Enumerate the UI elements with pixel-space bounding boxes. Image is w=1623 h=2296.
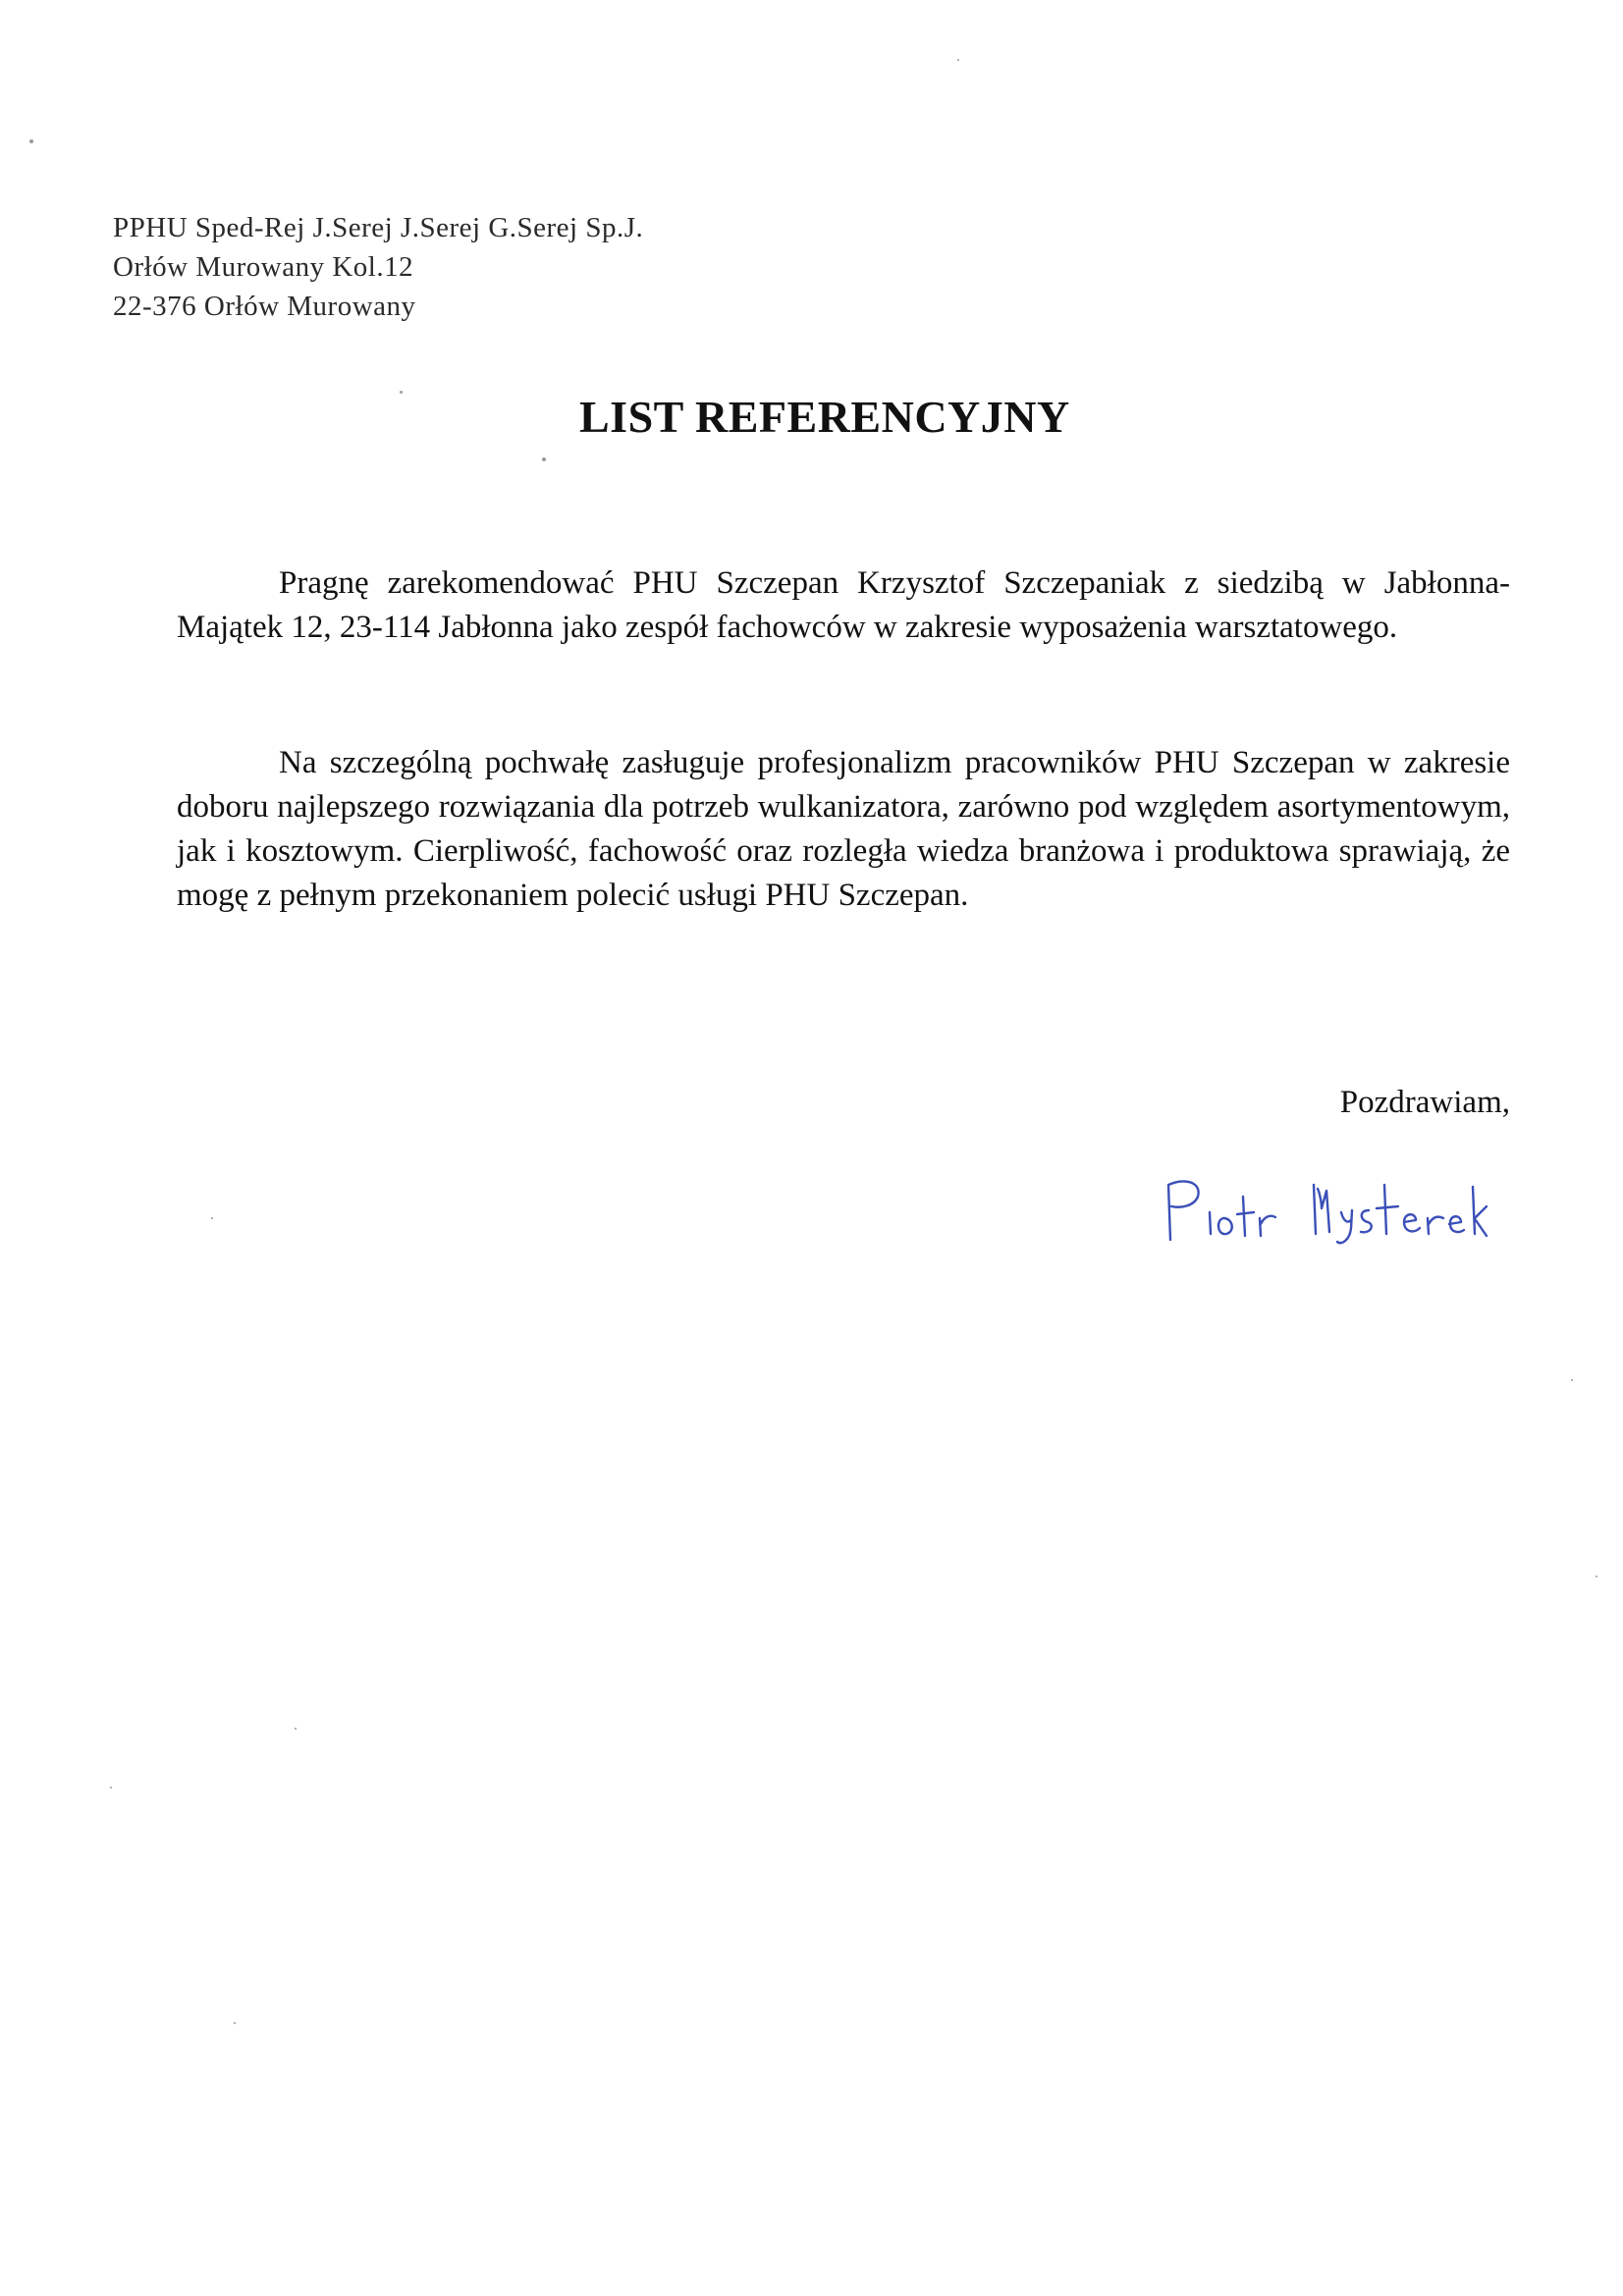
sender-address-block xyxy=(113,208,643,326)
document-title: LIST REFERENCYJNY xyxy=(579,392,1070,442)
sender-company-name: PPHU Sped-Rej J.Serej J.Serej G.Serej Sp.J. xyxy=(113,212,644,243)
scan-speck xyxy=(1596,1575,1597,1577)
closing-salutation: Pozdrawiam, xyxy=(1339,1085,1510,1120)
scan-speck xyxy=(1571,1379,1573,1381)
body-paragraph-1: Pragnę zarekomendować PHU Szczepan Krzysztof Szczepaniak z siedzibą w Jabłonna-Majątek 12, 23-114 Jabłonna jako zespół fachowców w zakresie wyposażenia warsztatowego. xyxy=(177,565,1510,645)
handwritten-signature xyxy=(1159,1163,1492,1256)
scan-speck xyxy=(110,1787,112,1789)
scan-speck xyxy=(234,2022,236,2024)
scan-speck xyxy=(295,1728,297,1730)
body-paragraph-2: Na szczególną pochwałę zasługuje profesjonalizm pracowników PHU Szczepan w zakresie doboru najlepszego rozwiązania dla potrzeb wulkanizatora, zarówno pod względem asortymentowym, jak i kosztowym. Cierpliwość, fachowość oraz rozległa wiedza branżowa i produktowa sprawiają, że mogę z pełnym przekonaniem polecić usługi PHU Szczepan. xyxy=(177,745,1510,913)
scan-speck xyxy=(211,1217,213,1219)
scan-speck xyxy=(29,139,33,143)
sender-street: Orłów Murowany Kol.12 xyxy=(113,251,414,283)
scan-speck xyxy=(957,59,959,61)
scan-speck xyxy=(400,391,403,394)
scan-speck xyxy=(542,457,546,461)
sender-postal-city: 22-376 Orłów Murowany xyxy=(113,291,416,322)
